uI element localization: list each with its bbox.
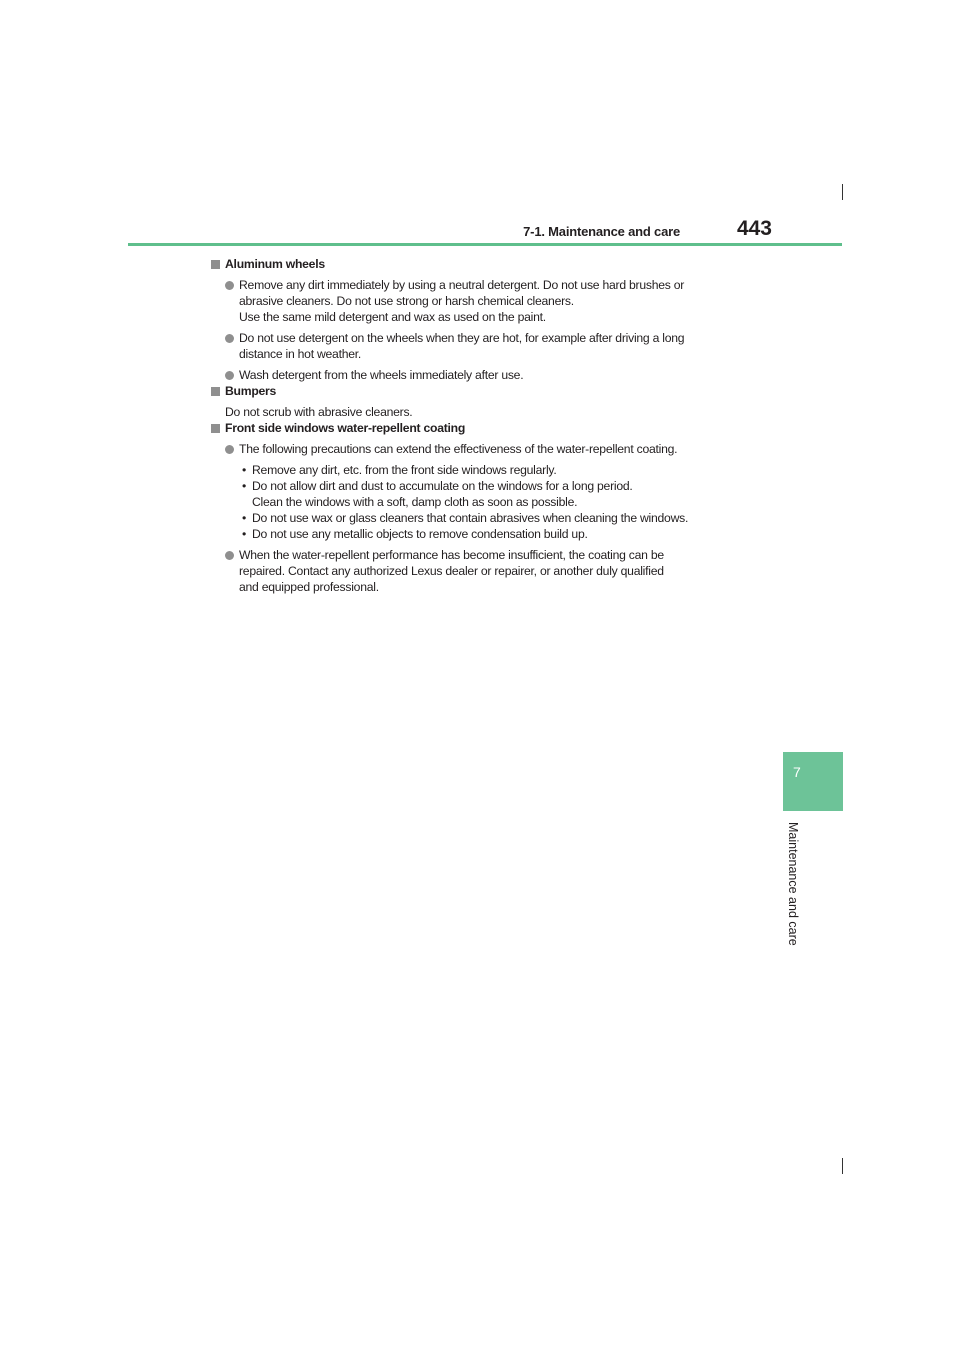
sub-list-item — [210, 462, 754, 478]
page-header — [128, 214, 842, 246]
list-item — [210, 367, 754, 383]
section-heading — [210, 420, 754, 436]
list-item — [210, 277, 754, 325]
bullet-text-line: Do not use detergent on the wheels when they are hot, for example after driving a long — [239, 331, 685, 345]
window-coating-section — [210, 420, 754, 595]
crop-mark-bottom — [842, 1158, 843, 1174]
sub-item-text: Do not use wax or glass cleaners that contain abrasives when cleaning the windows. — [252, 511, 689, 525]
header-rule — [128, 243, 842, 246]
dot-bullet-icon: • — [242, 479, 247, 493]
paragraph — [210, 404, 754, 420]
bullet-text-line: and equipped professional. — [239, 580, 379, 594]
square-bullet-icon — [211, 424, 220, 433]
dot-bullet-icon: • — [242, 527, 247, 541]
page-number: 443 — [736, 217, 772, 240]
bullet-text-line: When the water-repellent performance has become insufficient, the coating can be — [239, 548, 664, 562]
sub-list-item — [210, 526, 754, 542]
circle-bullet-icon — [225, 551, 234, 560]
sub-item-text: Do not allow dirt and dust to accumulate on the windows for a long period. — [252, 479, 633, 493]
section-title: 7-1. Maintenance and care — [523, 224, 680, 239]
chapter-label: Maintenance and care — [786, 822, 800, 946]
sub-item-text: Remove any dirt, etc. from the front side windows regularly. — [252, 463, 557, 477]
bullet-text-line: distance in hot weather. — [239, 347, 362, 361]
list-item — [210, 441, 754, 457]
square-bullet-icon — [211, 260, 220, 269]
bullet-text-line: repaired. Contact any authorized Lexus dealer or repairer, or another duly qualified — [239, 564, 664, 578]
heading-text: Bumpers — [225, 384, 277, 398]
bullet-text-line: The following precautions can extend the effectiveness of the water-repellent coating. — [239, 442, 678, 456]
crop-mark-top — [842, 184, 843, 200]
list-item — [210, 330, 754, 362]
bullet-text-line: Use the same mild detergent and wax as used on the paint. — [239, 310, 546, 324]
bullet-text-line: Wash detergent from the wheels immediately after use. — [239, 368, 524, 382]
chapter-tab — [783, 752, 843, 811]
chapter-number: 7 — [793, 764, 801, 780]
aluminum-wheels-section — [210, 256, 754, 383]
circle-bullet-icon — [225, 371, 234, 380]
sub-list-item — [210, 478, 754, 510]
bumpers-section — [210, 383, 754, 420]
circle-bullet-icon — [225, 281, 234, 290]
chapter-tab-label — [780, 822, 808, 982]
bullet-text-line: abrasive cleaners. Do not use strong or harsh chemical cleaners. — [239, 294, 574, 308]
circle-bullet-icon — [225, 445, 234, 454]
sub-item-text: Do not use any metallic objects to remove condensation build up. — [252, 527, 588, 541]
square-bullet-icon — [211, 387, 220, 396]
sub-item-text: Clean the windows with a soft, damp cloth as soon as possible. — [252, 495, 578, 509]
page-content — [210, 256, 754, 595]
dot-bullet-icon: • — [242, 463, 247, 477]
list-item — [210, 547, 754, 595]
circle-bullet-icon — [225, 334, 234, 343]
dot-bullet-icon: • — [242, 511, 247, 525]
sub-list-item — [210, 510, 754, 526]
sub-list — [210, 462, 754, 542]
paragraph-text: Do not scrub with abrasive cleaners. — [225, 405, 413, 419]
section-heading — [210, 383, 754, 399]
bullet-text-line: Remove any dirt immediately by using a neutral detergent. Do not use hard brushes or — [239, 278, 685, 292]
heading-text: Front side windows water-repellent coating — [225, 421, 466, 435]
section-heading — [210, 256, 754, 272]
heading-text: Aluminum wheels — [225, 257, 325, 271]
